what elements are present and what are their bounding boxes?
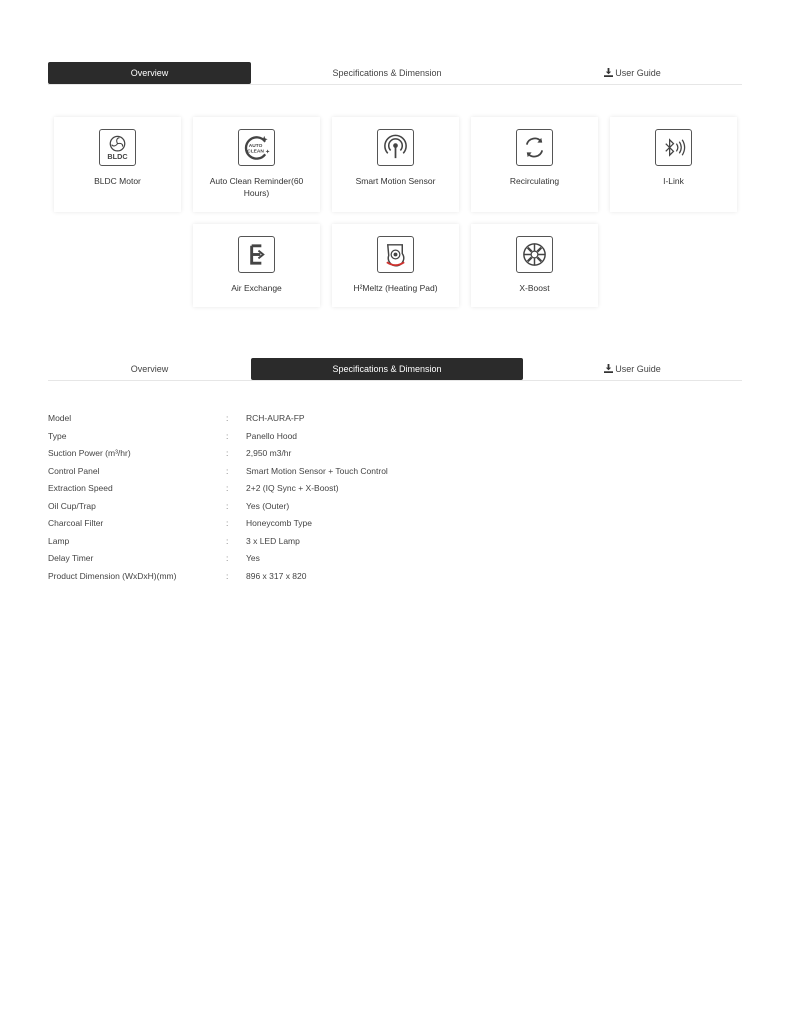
feature-card-ilink	[610, 117, 737, 212]
heating-pad-icon	[377, 236, 414, 273]
spec-value: Yes (Outer)	[246, 500, 290, 511]
tab-bar-specifications	[48, 358, 742, 381]
spec-key: Oil Cup/Trap	[48, 500, 96, 511]
spec-separator: :	[226, 448, 229, 458]
feature-label: Recirculating	[509, 176, 560, 186]
feature-card-x-boost	[471, 224, 598, 307]
motion-sensor-icon	[377, 129, 414, 166]
tab-overview[interactable]: Overview	[130, 364, 169, 374]
spec-key: Extraction Speed	[48, 483, 113, 493]
tab-user-guide[interactable]	[523, 358, 742, 380]
spec-key: Product Dimension (WxDxH)(mm)	[48, 570, 177, 581]
spec-separator: :	[226, 483, 229, 493]
feature-card-recirculating	[471, 117, 598, 212]
feature-label: Auto Clean Reminder(60 Hours)	[209, 176, 304, 198]
spec-row-charcoal-filter	[48, 516, 548, 534]
spec-row-control-panel	[48, 464, 548, 482]
spec-row-lamp	[48, 534, 548, 552]
spec-key: Control Panel	[48, 465, 100, 476]
spec-value: RCH-AURA-FP	[246, 413, 305, 423]
tab-specifications[interactable]: Specifications & Dimension	[332, 68, 442, 78]
spec-separator: :	[226, 413, 229, 423]
feature-label: BLDC Motor	[94, 176, 141, 186]
spec-row-delay-timer	[48, 551, 548, 569]
download-icon	[604, 364, 613, 373]
feature-label: I-Link	[663, 176, 684, 186]
specifications-table	[48, 411, 548, 586]
feature-card-air-exchange	[193, 224, 320, 307]
spec-separator: :	[226, 553, 229, 563]
feature-card-heating-pad	[332, 224, 459, 307]
feature-label: X-Boost	[519, 283, 550, 293]
tab-overview[interactable]: Overview	[48, 62, 251, 84]
spec-key: Suction Power (m³/hr)	[48, 448, 131, 458]
spec-separator: :	[226, 465, 229, 476]
spec-separator: :	[226, 570, 229, 581]
spec-value: Honeycomb Type	[246, 518, 312, 528]
feature-label: Air Exchange	[231, 283, 282, 293]
spec-value: Panello Hood	[246, 430, 298, 441]
feature-card-bldc	[54, 117, 181, 212]
feature-label: Smart Motion Sensor	[355, 176, 436, 186]
download-icon	[604, 68, 613, 77]
tab-bar-overview	[48, 62, 742, 85]
clean-icon-text: CLEAN	[247, 149, 264, 155]
air-exchange-icon	[238, 236, 275, 273]
spec-key: Delay Timer	[48, 553, 94, 563]
spec-row-oil-cup	[48, 499, 548, 517]
spec-row-suction-power	[48, 446, 548, 464]
spec-value: Yes	[246, 553, 260, 563]
tab-user-guide-label: User Guide	[615, 68, 661, 78]
spec-separator: :	[226, 535, 229, 546]
bldc-icon-text: BLDC	[107, 152, 128, 162]
spec-value: 896 x 317 x 820	[246, 570, 307, 581]
spec-separator: :	[226, 430, 229, 441]
spec-row-type	[48, 429, 548, 447]
spec-separator: :	[226, 518, 229, 528]
feature-label: H²Meltz (Heating Pad)	[353, 283, 438, 293]
tab-user-guide-label: User Guide	[615, 364, 661, 374]
spec-key: Type	[48, 430, 67, 441]
feature-card-auto-clean	[193, 117, 320, 212]
spec-value: 3 x LED Lamp	[246, 535, 300, 546]
x-boost-icon	[516, 236, 553, 273]
spec-row-model	[48, 411, 548, 429]
spec-row-extraction-speed	[48, 481, 548, 499]
spec-value: 2,950 m3/hr	[246, 448, 292, 458]
bluetooth-icon	[655, 129, 692, 166]
recirculating-icon	[516, 129, 553, 166]
spec-key: Lamp	[48, 535, 70, 546]
tab-specifications[interactable]: Specifications & Dimension	[251, 358, 523, 380]
spec-value: Smart Motion Sensor + Touch Control	[246, 465, 388, 476]
spec-key: Charcoal Filter	[48, 518, 104, 528]
spec-key: Model	[48, 413, 72, 423]
spec-separator: :	[226, 500, 229, 511]
auto-icon-text: AUTO	[248, 144, 263, 150]
tab-user-guide[interactable]	[523, 62, 742, 84]
spec-value: 2+2 (IQ Sync + X-Boost)	[246, 483, 339, 493]
feature-card-motion-sensor	[332, 117, 459, 212]
auto-clean-icon	[238, 129, 275, 166]
bldc-motor-icon	[99, 129, 136, 166]
spec-row-product-dimension	[48, 569, 548, 587]
